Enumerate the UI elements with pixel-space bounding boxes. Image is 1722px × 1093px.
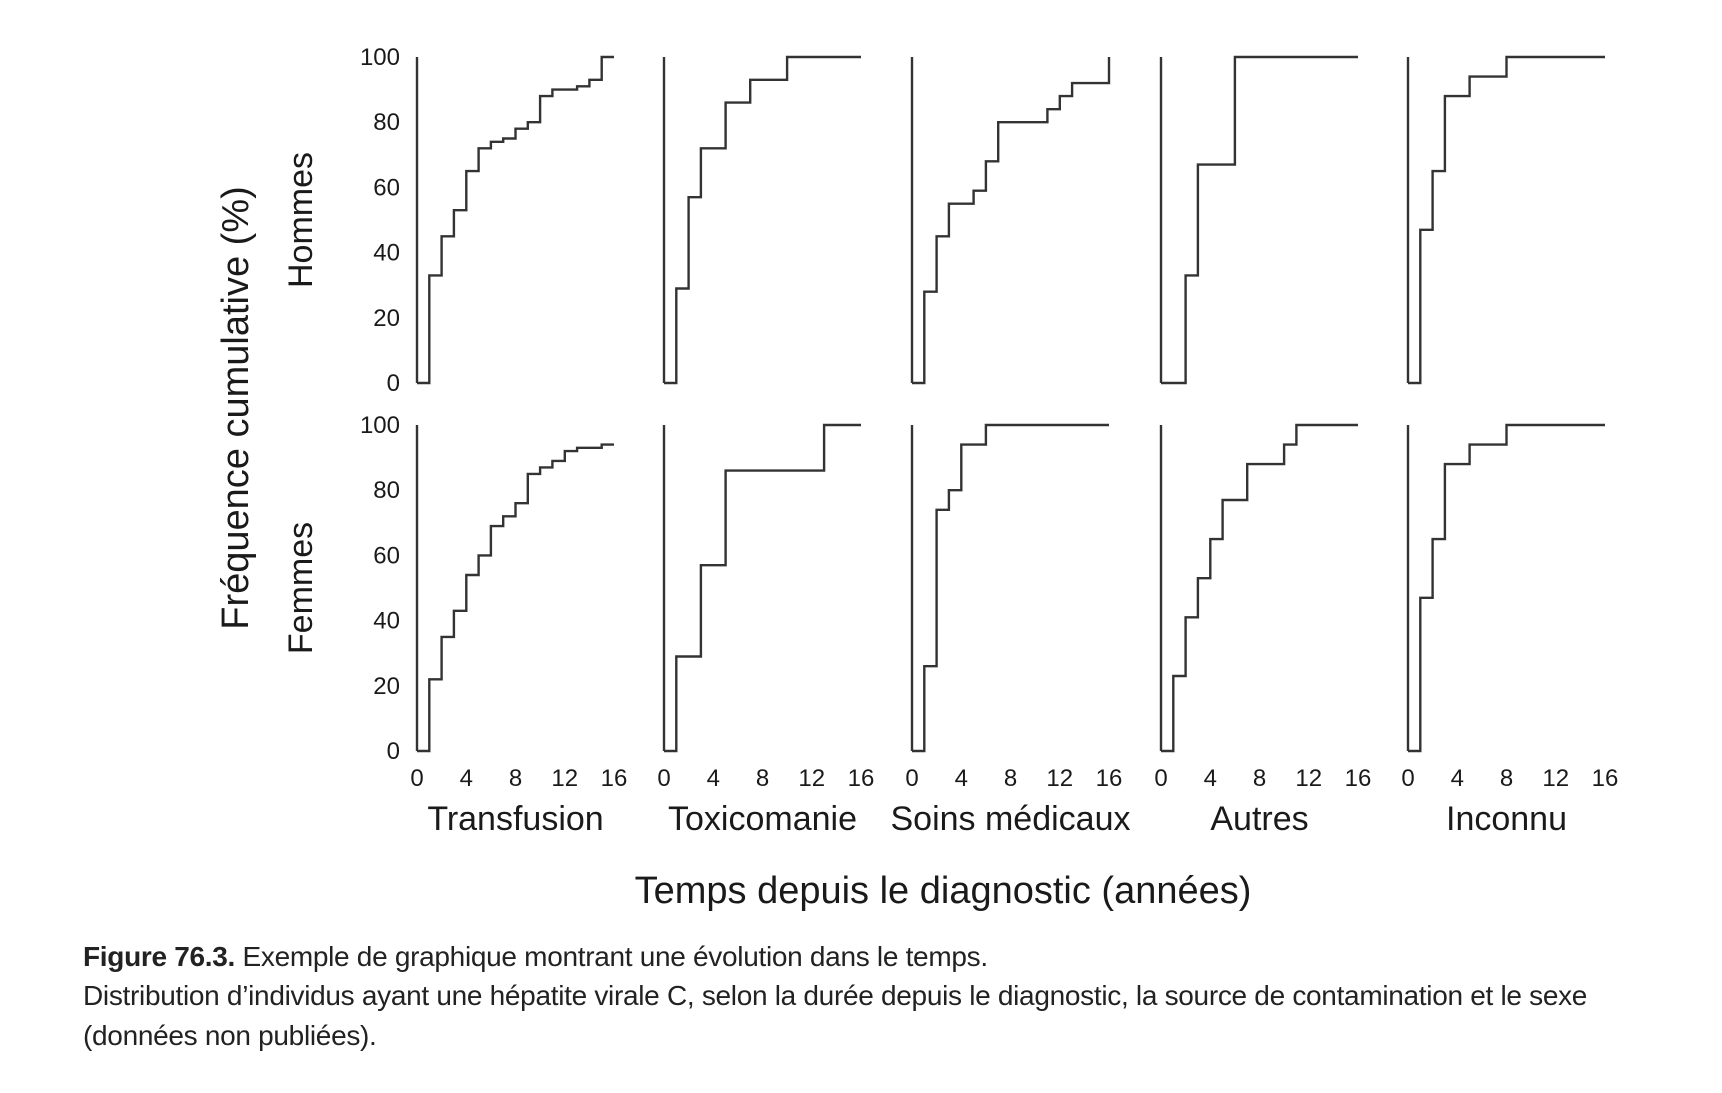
y-tick-label: 60 (373, 542, 400, 570)
y-tick-label: 0 (386, 738, 400, 765)
y-tick-label: 20 (373, 672, 400, 700)
x-tick-label: 0 (1154, 765, 1168, 792)
panel-femmes-inconnu (1401, 425, 1618, 792)
y-tick-label: 20 (373, 304, 400, 332)
x-tick-label: 12 (1542, 765, 1570, 792)
x-tick-label: 0 (657, 765, 671, 792)
step-line-series (417, 57, 614, 383)
panel-femmes-toxicomanie (657, 425, 874, 792)
step-line-series (912, 57, 1109, 383)
x-tick-label: 4 (954, 765, 968, 792)
x-tick-label: 12 (1295, 765, 1323, 792)
x-tick-label: 12 (551, 765, 579, 792)
caption-title-line (83, 938, 1703, 976)
y-tick-label: 60 (373, 174, 400, 202)
x-tick-label: 12 (1046, 765, 1074, 792)
column-label-toxicomanie: Toxicomanie (668, 800, 857, 838)
step-line-series (1161, 57, 1358, 383)
panel-hommes-autres (1161, 57, 1358, 383)
panel-hommes-toxicomanie (664, 57, 861, 383)
row-label-hommes: Hommes (282, 151, 320, 289)
y-tick-label: 100 (359, 44, 400, 71)
x-tick-label: 0 (905, 765, 919, 792)
x-axis-title: Temps depuis le diagnostic (années) (634, 870, 1252, 912)
x-tick-label: 16 (1344, 765, 1372, 792)
figure-number: Figure 76.3. (83, 941, 236, 972)
step-line-series (417, 445, 614, 751)
step-line-series (1161, 425, 1358, 751)
x-tick-label: 8 (1003, 765, 1018, 792)
step-line-series (664, 57, 861, 383)
x-tick-label: 16 (847, 765, 875, 792)
column-label-transfusion: Transfusion (427, 800, 604, 838)
step-line-series (912, 425, 1109, 751)
x-tick-label: 0 (1401, 765, 1415, 792)
panel-hommes-inconnu (1408, 57, 1605, 383)
x-tick-label: 4 (1203, 765, 1217, 792)
x-tick-label: 16 (600, 765, 628, 792)
step-line-series (664, 425, 861, 751)
x-tick-label: 12 (798, 765, 826, 792)
x-tick-label: 4 (1450, 765, 1464, 792)
column-label-autres: Autres (1210, 800, 1309, 838)
caption-title: Exemple de graphique montrant une évolution dans le temps. (235, 941, 988, 972)
x-tick-label: 4 (459, 765, 473, 792)
x-tick-label: 4 (706, 765, 720, 792)
y-tick-label: 80 (373, 109, 400, 137)
x-tick-label: 8 (508, 765, 523, 792)
panel-hommes-transfusion (360, 44, 614, 397)
x-tick-label: 8 (1252, 765, 1267, 792)
x-tick-label: 8 (755, 765, 770, 792)
panel-femmes-transfusion (360, 412, 627, 792)
x-tick-label: 8 (1499, 765, 1514, 792)
column-label-soins-medicaux: Soins médicaux (890, 800, 1131, 838)
y-tick-label: 80 (373, 477, 400, 505)
figure-caption (83, 938, 1703, 1056)
y-tick-label: 40 (373, 607, 400, 635)
x-tick-label: 16 (1591, 765, 1619, 792)
y-axis-title: Fréquence cumulative (%) (215, 186, 257, 630)
x-tick-label: 0 (410, 765, 424, 792)
step-line-series (1408, 425, 1605, 751)
step-line-series (1408, 57, 1605, 383)
row-label-femmes: Femmes (282, 521, 320, 655)
y-tick-label: 40 (373, 239, 400, 267)
panel-hommes-soins-medicaux (912, 57, 1109, 383)
panel-femmes-autres (1154, 425, 1371, 792)
column-label-inconnu: Inconnu (1446, 800, 1567, 838)
panel-femmes-soins-medicaux (905, 425, 1122, 792)
x-tick-label: 16 (1095, 765, 1123, 792)
caption-body: Distribution d’individus ayant une hépatite virale C, selon la durée depuis le diagnostic, la source de contamination et le sexe (données non publiées). (83, 980, 1588, 1051)
y-tick-label: 100 (359, 412, 400, 439)
y-tick-label: 0 (386, 370, 400, 397)
